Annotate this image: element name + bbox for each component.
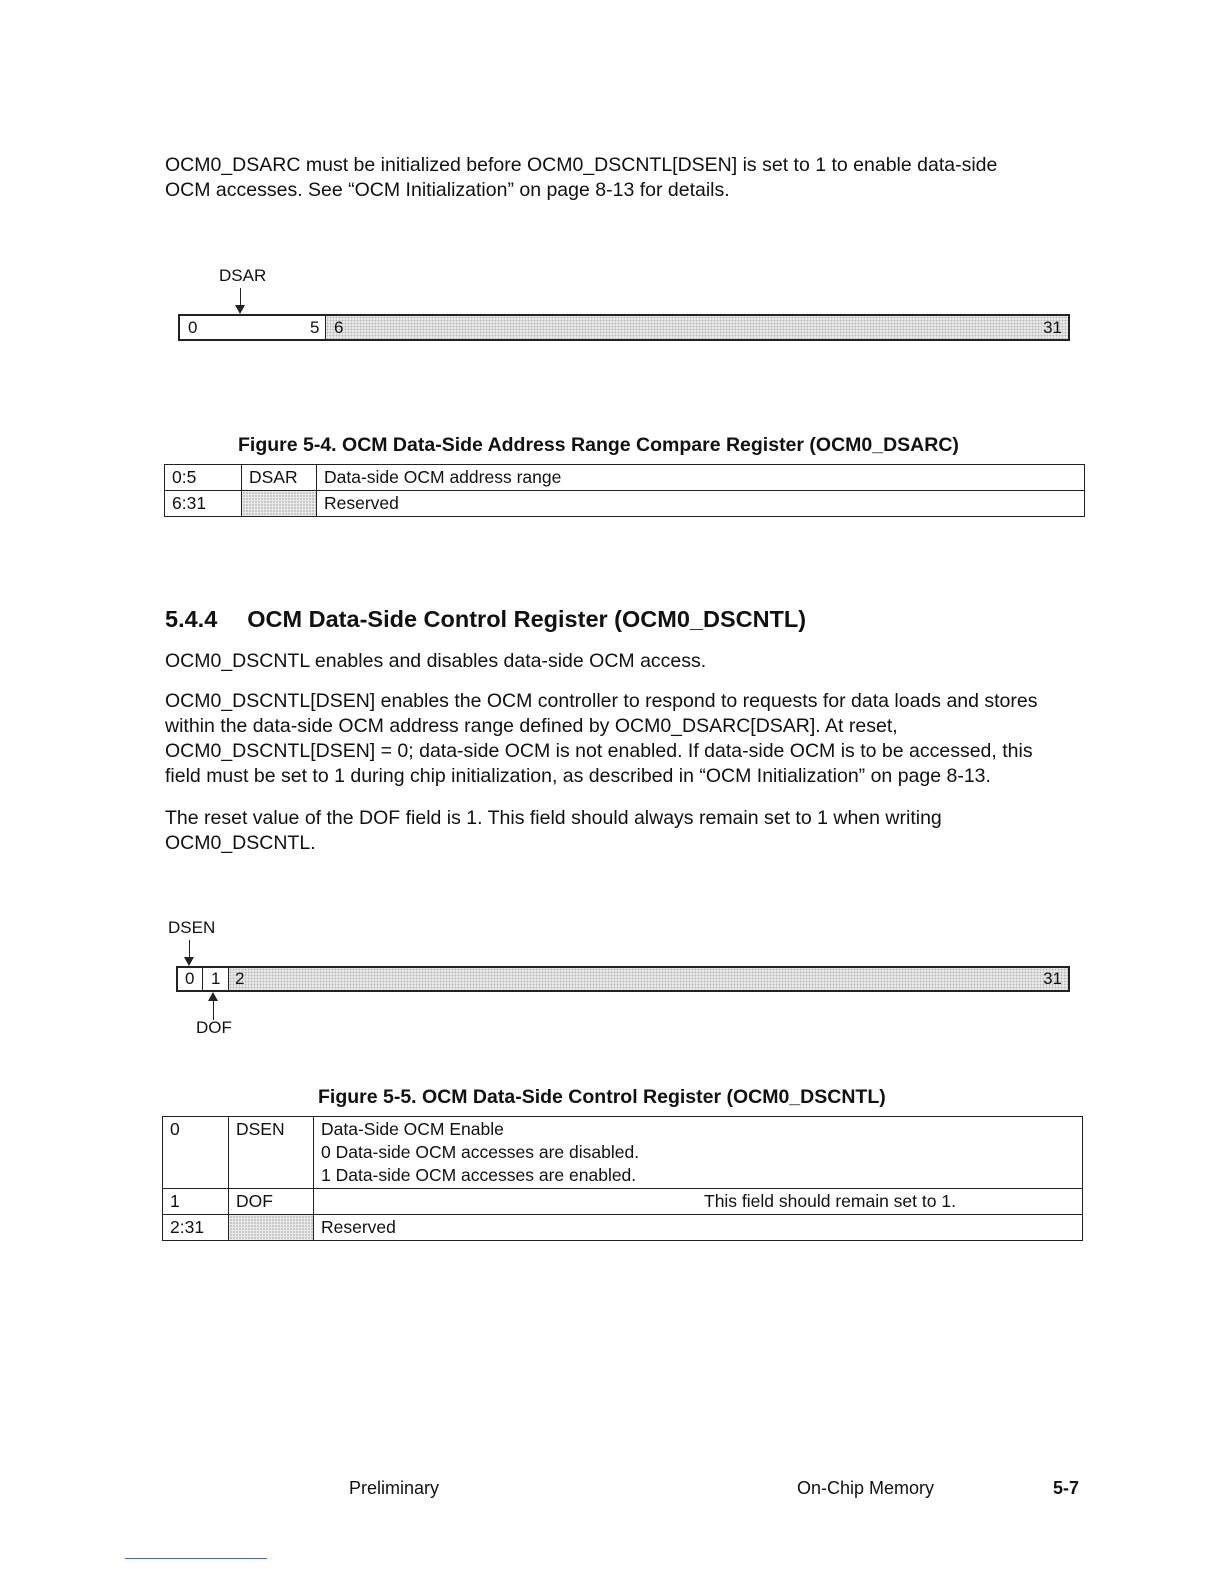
dsarc-reserved-shading — [326, 316, 1068, 339]
section-title: OCM Data-Side Control Register (OCM0_DSCNTL) — [247, 606, 807, 632]
dscntl-bit-0: 0 — [185, 969, 195, 988]
section-number: 5.4.4 — [165, 606, 218, 632]
footer-center: On-Chip Memory — [797, 1478, 935, 1498]
dsarc-register-bar — [178, 314, 1070, 341]
reserved-field-cell — [242, 491, 317, 517]
table-row — [165, 491, 1085, 517]
dscntl-divider-2 — [228, 968, 229, 990]
dof-field-label: DOF — [196, 1018, 232, 1037]
dof-arrow — [213, 1000, 214, 1020]
desc-cell — [314, 1117, 1083, 1189]
field-cell: DOF — [229, 1189, 314, 1215]
page-number: 5-7 — [1053, 1478, 1080, 1498]
section-p2-line-3: OCM0_DSCNTL[DSEN] = 0; data-side OCM is not enabled. If data-side OCM is to be accessed, this — [165, 740, 1033, 762]
section-p2-line-2: within the data-side OCM address range defined by OCM0_DSARC[DSAR]. At reset, — [165, 715, 898, 737]
bits-cell: 6:31 — [165, 491, 242, 517]
desc-cell: Data-side OCM address range — [317, 465, 1085, 491]
footer-left: Preliminary — [349, 1478, 440, 1498]
intro-paragraph — [165, 153, 1095, 203]
table-row — [165, 465, 1085, 491]
dsarc-bit-31: 31 — [1043, 318, 1062, 337]
section-heading — [165, 605, 806, 633]
section-p3-line-1: The reset value of the DOF field is 1. This field should always remain set to 1 when writing — [165, 807, 942, 829]
dsar-arrow-head — [235, 305, 245, 314]
desc-cell: This field should remain set to 1. — [314, 1189, 1083, 1215]
table-row — [163, 1117, 1083, 1189]
dscntl-register-bar — [176, 966, 1070, 992]
section-p1-text: OCM0_DSCNTL enables and disables data-side OCM access. — [165, 650, 707, 672]
section-paragraph-3 — [165, 806, 1095, 856]
intro-line-1: OCM0_DSARC must be initialized before OCM0_DSCNTL[DSEN] is set to 1 to enable data-side — [165, 154, 998, 176]
intro-line-2: OCM accesses. See “OCM Initialization” on page 8-13 for details. — [165, 179, 730, 201]
section-paragraph-2 — [165, 689, 1105, 789]
dsen-field-label: DSEN — [168, 918, 216, 937]
dsarc-bit-0: 0 — [188, 318, 198, 337]
dsen-arrow — [189, 940, 190, 958]
desc-line-1: Data-Side OCM Enable — [321, 1119, 504, 1139]
figure-5-5-table — [162, 1116, 1083, 1241]
field-cell: DSAR — [242, 465, 317, 491]
dscntl-bit-1: 1 — [211, 969, 221, 988]
figure-5-5-caption: Figure 5-5. OCM Data-Side Control Register (OCM0_DSCNTL) — [318, 1086, 886, 1108]
desc-cell: Reserved — [314, 1215, 1083, 1241]
table-row — [163, 1215, 1083, 1241]
bits-cell: 1 — [163, 1189, 229, 1215]
dscntl-bit-2: 2 — [235, 969, 245, 988]
field-cell: DSEN — [229, 1117, 314, 1189]
bits-cell: 0 — [163, 1117, 229, 1189]
section-p3-line-2: OCM0_DSCNTL. — [165, 832, 316, 854]
bits-cell: 2:31 — [163, 1215, 229, 1241]
section-p2-line-4: field must be set to 1 during chip initialization, as described in “OCM Initialization” on page 8-13. — [165, 765, 991, 787]
dsar-field-label: DSAR — [219, 266, 267, 285]
reserved-field-cell — [229, 1215, 314, 1241]
bottom-rule — [125, 1558, 267, 1559]
desc-line-2: 0 Data-side OCM accesses are disabled. — [321, 1142, 640, 1162]
desc-line-3: 1 Data-side OCM accesses are enabled. — [321, 1165, 637, 1185]
dscntl-reserved-shading — [229, 968, 1068, 990]
desc-cell: Reserved — [317, 491, 1085, 517]
section-paragraph-1 — [165, 649, 1095, 674]
figure-5-4-table — [164, 464, 1085, 517]
table-row — [163, 1189, 1083, 1215]
dsarc-divider — [325, 316, 326, 339]
section-p2-line-1: OCM0_DSCNTL[DSEN] enables the OCM controller to respond to requests for data loads and stores — [165, 690, 1038, 712]
bits-cell: 0:5 — [165, 465, 242, 491]
dsarc-bit-5: 5 — [310, 318, 320, 337]
dscntl-divider-1 — [202, 968, 203, 990]
dsarc-bit-6: 6 — [334, 318, 344, 337]
dsar-arrow — [240, 288, 241, 306]
figure-5-4-caption: Figure 5-4. OCM Data-Side Address Range Compare Register (OCM0_DSARC) — [238, 434, 959, 456]
dscntl-bit-31: 31 — [1043, 969, 1062, 988]
dsen-arrow-head — [184, 957, 194, 966]
